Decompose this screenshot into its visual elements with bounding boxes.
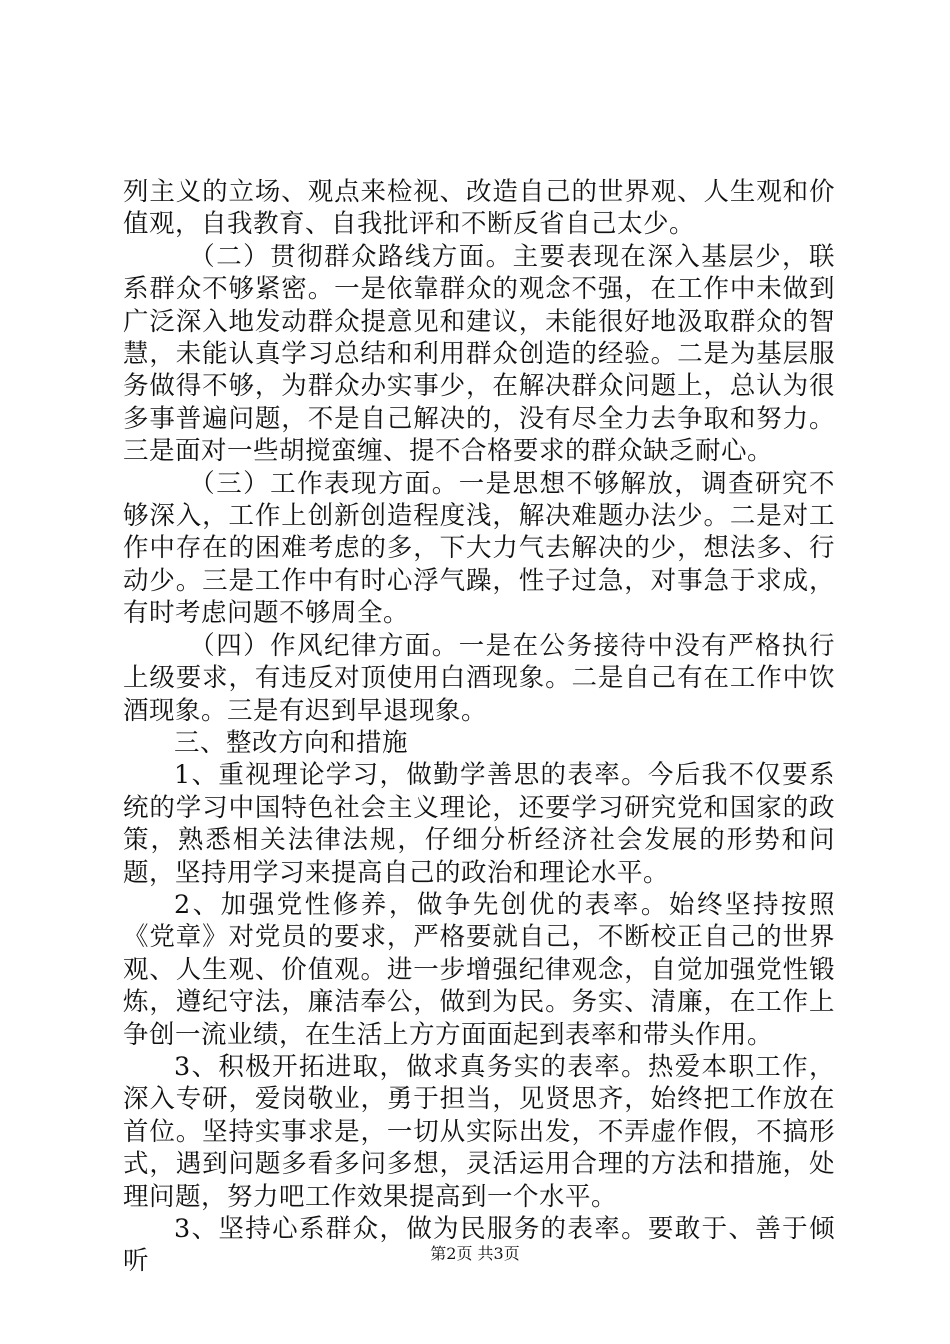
document-body [123,176,835,1278]
paragraph-continuation: 列主义的立场、观点来检视、改造自己的世界观、人生观和价值观，自我教育、自我批评和不断反省自己太少。 [123,177,835,240]
paragraph-measure-4: 3、坚持心系群众，做为民服务的表率。要敢于、善于倾听 [123,1214,835,1277]
paragraph-measure-2: 2、加强党性修养，做争先创优的表率。始终坚持按照《党章》对党员的要求，严格要就自己，不断校正自己的世界观、人生观、价值观。进一步增强纪律观念，自觉加强党性锻炼，遵纪守法，廉洁奉公，做到为民。务实、清廉，在工作上争创一流业绩，在生活上方方面面起到表率和带头作用。 [123,889,835,1050]
paragraph-section-3: （三）工作表现方面。一是思想不够解放，调查研究不够深入，工作上创新创造程度浅，解决难题办法少。二是对工作中存在的困难考虑的多，下大力气去解决的少，想法多、行动少。三是工作中有时心浮气躁，性子过急，对事急于求成，有时考虑问题不够周全。 [123,468,835,629]
paragraph-measure-3: 3、积极开拓进取，做求真务实的表率。热爱本职工作，深入专研，爱岗敬业，勇于担当，见贤思齐，始终把工作放在首位。坚持实事求是，一切从实际出发，不弄虚作假，不搞形式，遇到问题多看多问多想，灵活运用合理的方法和措施，处理问题，努力吧工作效果提高到一个水平。 [123,1051,835,1212]
paragraph-section-4: （四）作风纪律方面。一是在公务接待中没有严格执行上级要求，有违反对顶使用白酒现象。二是自己有在工作中饮酒现象。三是有迟到早退现象。 [123,630,835,726]
section-heading: 三、整改方向和措施 [174,727,409,758]
paragraph-section-2: （二）贯彻群众路线方面。主要表现在深入基层少，联系群众不够紧密。一是依靠群众的观念不强，在工作中未做到广泛深入地发动群众提意见和建议，未能很好地汲取群众的智慧，未能认真学习总结和利用群众创造的经验。二是为基层服务做得不够，为群众办实事少，在解决群众问题上，总认为很多事普遍问题，不是自己解决的，没有尽全力去争取和努力。三是面对一些胡搅蛮缠、提不合格要求的群众缺乏耐心。 [123,241,835,467]
paragraph-measure-1: 1、重视理论学习，做勤学善思的表率。今后我不仅要系统的学习中国特色社会主义理论，还要学习研究党和国家的政策，熟悉相关法律法规，仔细分析经济社会发展的形势和问题，坚持用学习来提高自己的政治和理论水平。 [123,760,835,888]
page-number: 第2页 共3页 [430,1244,520,1263]
